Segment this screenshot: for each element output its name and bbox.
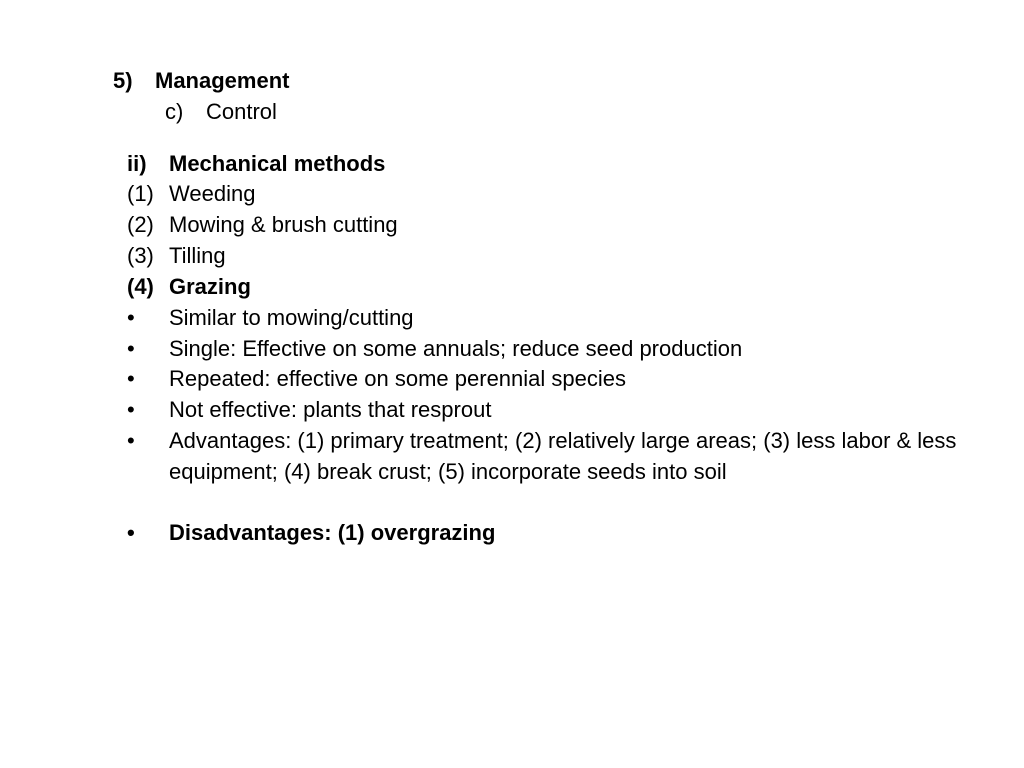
method-marker: (3) [127, 243, 154, 268]
section-title: Mechanical methods [169, 151, 386, 176]
bullet-text: Repeated: effective on some perennial species [169, 366, 626, 391]
bullet-text: Not effective: plants that resprout [169, 397, 492, 422]
bullet-item [127, 395, 957, 426]
bullet-item [127, 303, 957, 334]
bullet-item [127, 364, 957, 395]
bullet-text: Disadvantages: (1) overgrazing [169, 520, 496, 545]
bullet-text: Advantages: (1) primary treatment; (2) relatively large areas; (3) less labor & less equipment; (4) break crust; (5) incorporate seeds into soil [169, 428, 957, 484]
bullet-text: Similar to mowing/cutting [169, 305, 414, 330]
method-item-grazing [127, 272, 957, 303]
bullet-marker: • [127, 520, 135, 545]
method-marker: (2) [127, 212, 154, 237]
method-item-mowing [127, 210, 957, 241]
method-marker: (1) [127, 181, 154, 206]
section-marker: ii) [127, 151, 147, 176]
heading-title: Management [155, 68, 290, 93]
bullet-item-advantages [127, 426, 957, 488]
bullet-marker: • [127, 366, 135, 391]
bullet-marker: • [127, 305, 135, 330]
heading-management [113, 66, 289, 97]
method-label: Mowing & brush cutting [169, 212, 398, 237]
bullet-item-disadvantages [127, 518, 957, 549]
heading-number: 5) [113, 68, 133, 93]
bullet-marker: • [127, 336, 135, 361]
method-label: Weeding [169, 181, 256, 206]
bullet-marker: • [127, 397, 135, 422]
method-label: Tilling [169, 243, 226, 268]
bullet-marker: • [127, 428, 135, 453]
method-item-tilling [127, 241, 957, 272]
bullet-item [127, 334, 957, 365]
method-item-weeding [127, 179, 957, 210]
section-mechanical-methods [127, 149, 957, 180]
method-label: Grazing [169, 274, 251, 299]
bullet-text: Single: Effective on some annuals; reduce seed production [169, 336, 743, 361]
subheading-letter: c) [165, 99, 184, 124]
subheading-control [165, 97, 277, 128]
method-marker: (4) [127, 274, 154, 299]
subheading-title: Control [206, 99, 277, 124]
